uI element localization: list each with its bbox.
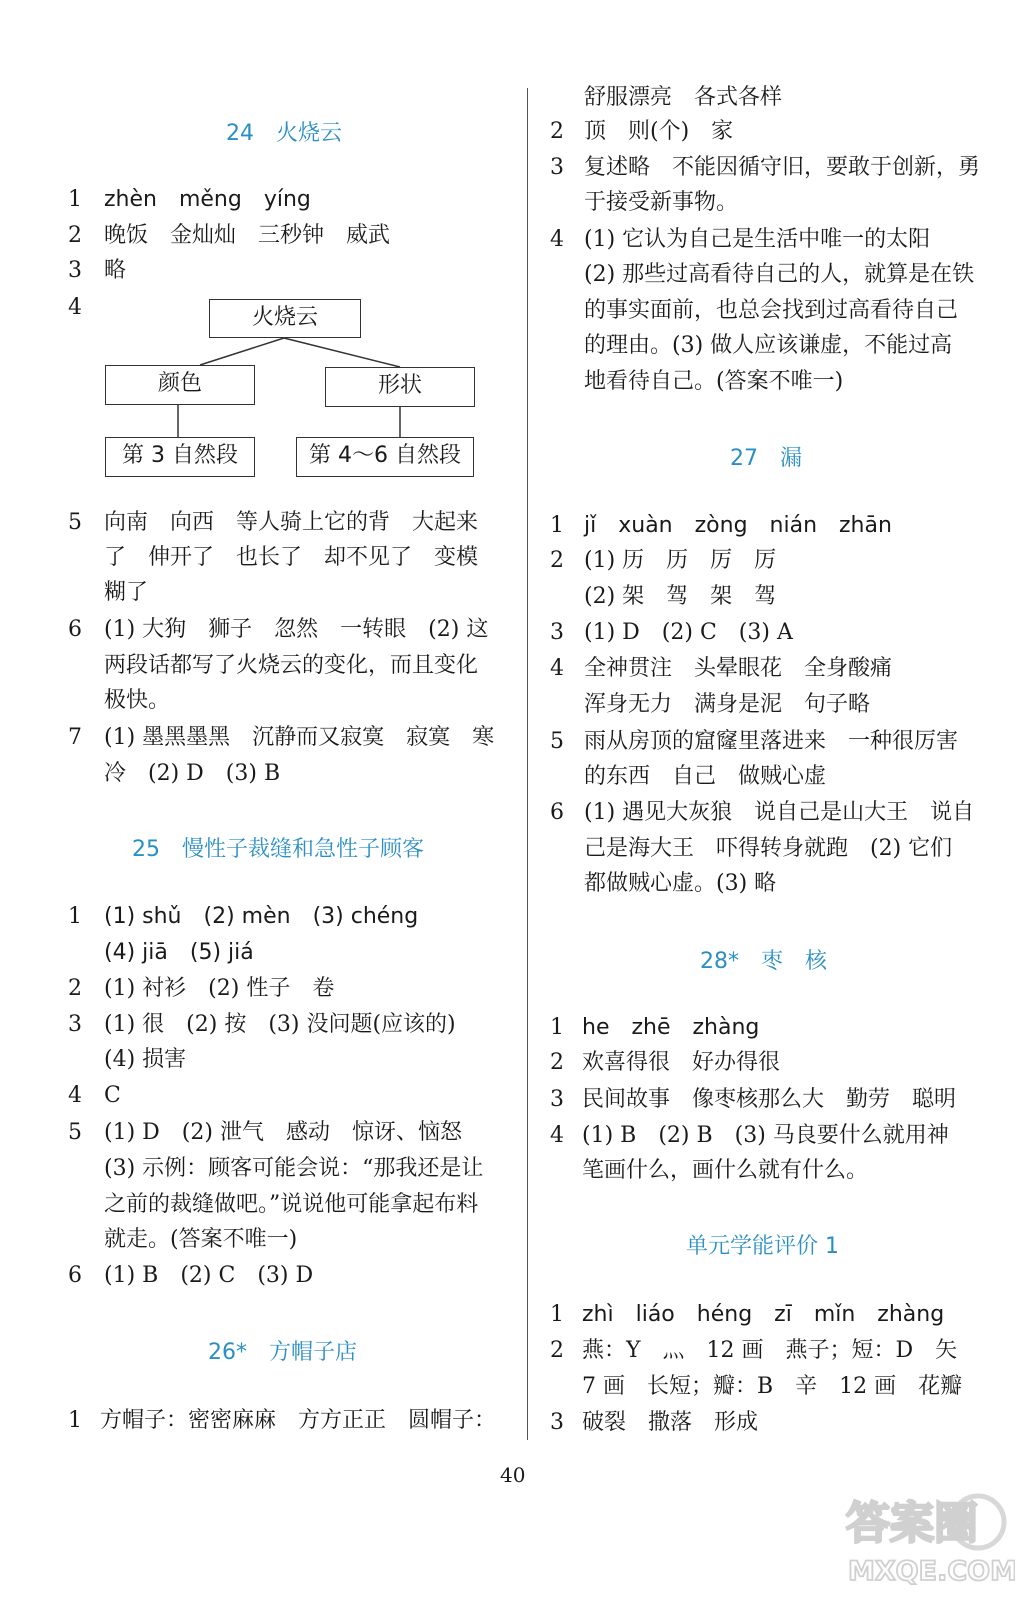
- section-title-24: 24 火烧云: [226, 121, 342, 146]
- q-num: 4: [550, 656, 564, 681]
- answer-line: 的理由。(3) 做人应该谦虚，不能过高: [584, 333, 953, 358]
- answer-line: 舒服漂亮 各式各样: [584, 85, 783, 110]
- answer-line: jǐ xuàn zòng nián zhān: [584, 513, 892, 538]
- answer-line: zhèn měng yíng: [104, 187, 311, 212]
- answer-line: (4) jiā (5) jiá: [104, 940, 254, 965]
- answer-line: (1) D (2) 泄气 感动 惊讶、恼怒: [104, 1120, 462, 1145]
- q-num: 3: [550, 1087, 564, 1112]
- answer-line: 燕：Y 灬 12 画 燕子；短：D 矢: [582, 1338, 958, 1363]
- watermark-logo: [840, 1480, 1015, 1590]
- q-num: 6: [68, 1263, 82, 1288]
- answer-line: zhì liáo héng zī mǐn zhàng: [582, 1302, 945, 1327]
- q-num: 2: [550, 1050, 564, 1075]
- q-num: 6: [68, 617, 82, 642]
- q-num: 1: [550, 1302, 564, 1327]
- answer-line: (3) 示例：顾客可能会说：“那我还是让: [104, 1156, 484, 1181]
- answer-line: 冷 (2) D (3) B: [104, 761, 281, 786]
- q-num: 1: [68, 904, 82, 929]
- answer-line: 方帽子：密密麻麻 方方正正 圆帽子：: [100, 1408, 497, 1433]
- watermark-text: 答案圈: [846, 1498, 978, 1549]
- q-num: 2: [68, 976, 82, 1001]
- answer-line: (1) 大狗 狮子 忽然 一转眼 (2) 这: [104, 617, 489, 642]
- q-num: 1: [550, 1015, 564, 1040]
- diagram-para4-6-box: 第 4～6 自然段: [296, 437, 474, 477]
- section-title-26: 26* 方帽子店: [208, 1340, 357, 1365]
- diagram-root-box: 火烧云: [209, 299, 361, 338]
- answer-line: 两段话都写了火烧云的变化，而且变化: [104, 653, 479, 678]
- answer-line: C: [104, 1083, 121, 1108]
- q-num: 3: [550, 620, 564, 645]
- answer-line: 略: [104, 258, 127, 283]
- q-num: 5: [550, 729, 564, 754]
- section-title-27: 27 漏: [730, 446, 802, 471]
- answer-line: 顶 则(个) 家: [584, 119, 734, 144]
- q-num: 5: [68, 510, 82, 535]
- answer-line: (1) 历 历 厉 厉: [584, 548, 777, 573]
- diagram-color-box: 颜色: [105, 365, 255, 405]
- answer-line: (1) shǔ (2) mèn (3) chéng: [104, 904, 419, 929]
- q-num: 4: [550, 1123, 564, 1148]
- q-num: 4: [68, 1083, 82, 1108]
- q-num: 1: [550, 513, 564, 538]
- page-number: 40: [500, 1463, 526, 1487]
- answer-line: (1) B (2) B (3) 马良要什么就用神: [582, 1123, 949, 1148]
- section-title-28: 28* 枣 核: [700, 949, 827, 974]
- answer-line: 全神贯注 头晕眼花 全身酸痛: [584, 656, 893, 681]
- answer-line: (1) B (2) C (3) D: [104, 1263, 314, 1288]
- answer-line: 破裂 撒落 形成: [582, 1410, 759, 1435]
- answer-line: (1) D (2) C (3) A: [584, 620, 793, 645]
- answer-line: (4) 损害: [104, 1047, 187, 1072]
- q-num: 5: [68, 1120, 82, 1145]
- answer-line: 都做贼心虚。(3) 略: [584, 871, 777, 896]
- q-num: 4: [550, 227, 564, 252]
- answer-line: 的东西 自己 做贼心虚: [584, 764, 827, 789]
- q-num: 1: [68, 187, 82, 212]
- column-divider: [527, 88, 528, 1440]
- answer-line: 地看待自己。(答案不唯一): [584, 369, 844, 394]
- answer-line: (1) 衬衫 (2) 性子 卷: [104, 976, 335, 1001]
- diagram-para3-box: 第 3 自然段: [105, 437, 255, 477]
- answer-line: (1) 遇见大灰狼 说自己是山大王 说自: [584, 800, 975, 825]
- answer-line: 晚饭 金灿灿 三秒钟 威武: [104, 223, 391, 248]
- diagram-connectors: [60, 0, 510, 500]
- watermark-url: MXQE.COM: [848, 1556, 1015, 1587]
- answer-line: 就走。(答案不唯一): [104, 1227, 298, 1252]
- section-title-unit: 单元学能评价 1: [686, 1234, 839, 1259]
- answer-line: 糊了: [104, 580, 149, 605]
- answer-line: 民间故事 像枣核那么大 勤劳 聪明: [582, 1087, 957, 1112]
- q-num: 2: [550, 119, 564, 144]
- answer-line: 极快。: [104, 688, 171, 713]
- answer-line: he zhē zhàng: [582, 1015, 760, 1040]
- answer-line: 7 画 长短；瓣：B 辛 12 画 花瓣: [582, 1374, 963, 1399]
- answer-line: 于接受新事物。: [584, 190, 739, 215]
- answer-line: 之前的裁缝做吧。”说说他可能拿起布料: [104, 1192, 479, 1217]
- answer-line: 了 伸开了 也长了 却不见了 变模: [104, 545, 479, 570]
- q-num: 6: [550, 800, 564, 825]
- q-num: 3: [68, 258, 82, 283]
- answer-line: 欢喜得很 好办得很: [582, 1050, 781, 1075]
- answer-line: 笔画什么，画什么就有什么。: [582, 1158, 869, 1183]
- q-num: 3: [550, 155, 564, 180]
- answer-line: (2) 架 驾 架 驾: [584, 584, 777, 609]
- answer-line: 浑身无力 满身是泥 句子略: [584, 692, 871, 717]
- answer-line: 复述略 不能因循守旧，要敢于创新，勇: [584, 155, 981, 180]
- answer-line: 向南 向西 等人骑上它的背 大起来: [104, 510, 479, 535]
- q-num: 3: [550, 1410, 564, 1435]
- q-num: 1: [68, 1408, 82, 1433]
- q-num: 2: [550, 548, 564, 573]
- q-num: 2: [68, 223, 82, 248]
- section-title-25: 25 慢性子裁缝和急性子顾客: [132, 837, 424, 862]
- answer-line: 的事实面前，也总会找到过高看待自己: [584, 298, 959, 323]
- q-num: 2: [550, 1338, 564, 1363]
- q-num: 4: [68, 295, 82, 320]
- q-num: 7: [68, 725, 82, 750]
- answer-line: (1) 墨黑墨黑 沉静而又寂寞 寂寞 寒: [104, 725, 495, 750]
- answer-line: (2) 那些过高看待自己的人，就算是在铁: [584, 262, 975, 287]
- answer-line: 己是海大王 吓得转身就跑 (2) 它们: [584, 836, 953, 861]
- q-num: 3: [68, 1012, 82, 1037]
- answer-line: (1) 很 (2) 按 (3) 没问题(应该的): [104, 1012, 456, 1037]
- diagram-shape-box: 形状: [325, 367, 475, 407]
- answer-line: 雨从房顶的窟窿里落进来 一种很厉害: [584, 729, 959, 754]
- answer-line: (1) 它认为自己是生活中唯一的太阳: [584, 227, 931, 252]
